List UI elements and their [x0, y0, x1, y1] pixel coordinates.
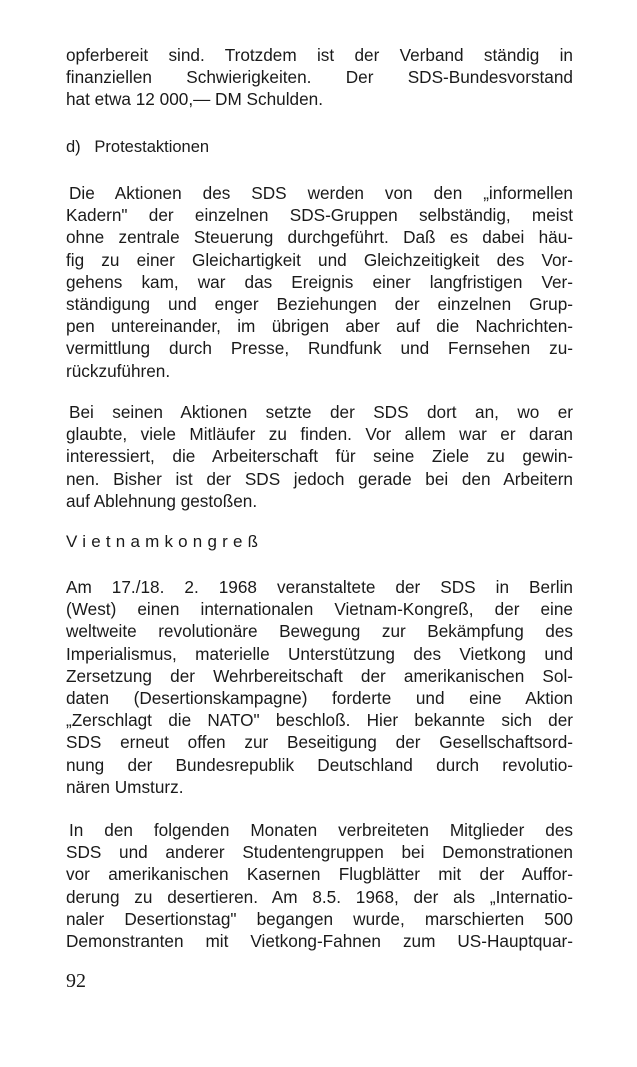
page-number: 92	[66, 970, 86, 992]
text-line: derung zu desertieren. Am 8.5. 1968, der als „Internatio-	[66, 886, 573, 907]
text-line: (West) einen internationalen Vietnam-Kongreß, der eine	[66, 599, 573, 620]
text-line: fig zu einer Gleichartigkeit und Gleichzeitigkeit des Vor-	[66, 249, 573, 270]
text-line: rückzuführen.	[66, 360, 171, 381]
paragraph-workers	[66, 401, 573, 512]
text-line: Die Aktionen des SDS werden von den „informellen	[69, 183, 573, 203]
paragraph-desertion	[66, 819, 573, 952]
text-line: auf Ablehnung gestoßen.	[66, 490, 258, 511]
text-line: nären Umsturz.	[66, 776, 184, 797]
text-line: interessiert, die Arbeiterschaft für seine Ziele zu gewin-	[66, 446, 573, 467]
text-line: pen untereinander, im übrigen aber auf die Nachrichten-	[66, 316, 573, 337]
paragraph-actions	[66, 182, 573, 382]
text-line: In den folgenden Monaten verbreiteten Mitglieder des	[69, 820, 573, 840]
text-line: Imperialismus, materielle Unterstützung des Vietkong und	[66, 643, 573, 664]
section-heading-vietnamkongress: Vietnamkongreß	[66, 532, 264, 551]
text-line: weltweite revolutionäre Bewegung zur Bekämpfung des	[66, 621, 573, 642]
text-line: „Zerschlagt die NATO" beschloß. Hier bekannte sich der	[66, 710, 573, 731]
text-line: SDS und anderer Studentengruppen bei Demonstrationen	[66, 842, 573, 863]
text-line: Am 17./18. 2. 1968 veranstaltete der SDS in Berlin	[66, 577, 573, 597]
text-line: SDS erneut offen zur Beseitigung der Gesellschaftsord-	[66, 732, 573, 753]
text-line: vor amerikanischen Kasernen Flugblätter mit der Auffor-	[66, 864, 573, 885]
text-line: opferbereit sind. Trotzdem ist der Verband ständig in	[66, 45, 573, 65]
text-line: gehens kam, war das Ereignis einer langfristigen Ver-	[66, 271, 573, 292]
paragraph-funding	[66, 44, 573, 111]
text-line: ohne zentrale Steuerung durchgeführt. Daß es dabei häu-	[66, 227, 573, 248]
text-line: Zersetzung der Wehrbereitschaft der amerikanischen Sol-	[66, 665, 573, 686]
text-line: nen. Bisher ist der SDS jedoch gerade bei den Arbeitern	[66, 468, 573, 489]
text-line: hat etwa 12 000,— DM Schulden.	[66, 89, 324, 110]
text-line: Bei seinen Aktionen setzte der SDS dort an, wo er	[69, 402, 573, 422]
paragraph-vietnam-congress	[66, 576, 573, 798]
text-line: Kadern" der einzelnen SDS-Gruppen selbständig, meist	[66, 205, 573, 226]
text-line: naler Desertionstag" begangen wurde, marschierten 500	[66, 908, 573, 929]
text-line: nung der Bundesrepublik Deutschland durch revolutio-	[66, 754, 573, 775]
text-line: glaubte, viele Mitläufer zu finden. Vor allem war er daran	[66, 424, 573, 445]
section-heading-protestaktionen: d) Protestaktionen	[66, 138, 210, 156]
text-line: finanziellen Schwierigkeiten. Der SDS-Bundesvorstand	[66, 67, 573, 88]
text-line: vermittlung durch Presse, Rundfunk und Fernsehen zu-	[66, 338, 573, 359]
text-line: ständigung und enger Beziehungen der einzelnen Grup-	[66, 294, 573, 315]
text-line: Demonstranten mit Vietkong-Fahnen zum US-Hauptquar-	[66, 931, 573, 952]
text-line: daten (Desertionskampagne) forderte und eine Aktion	[66, 688, 573, 709]
